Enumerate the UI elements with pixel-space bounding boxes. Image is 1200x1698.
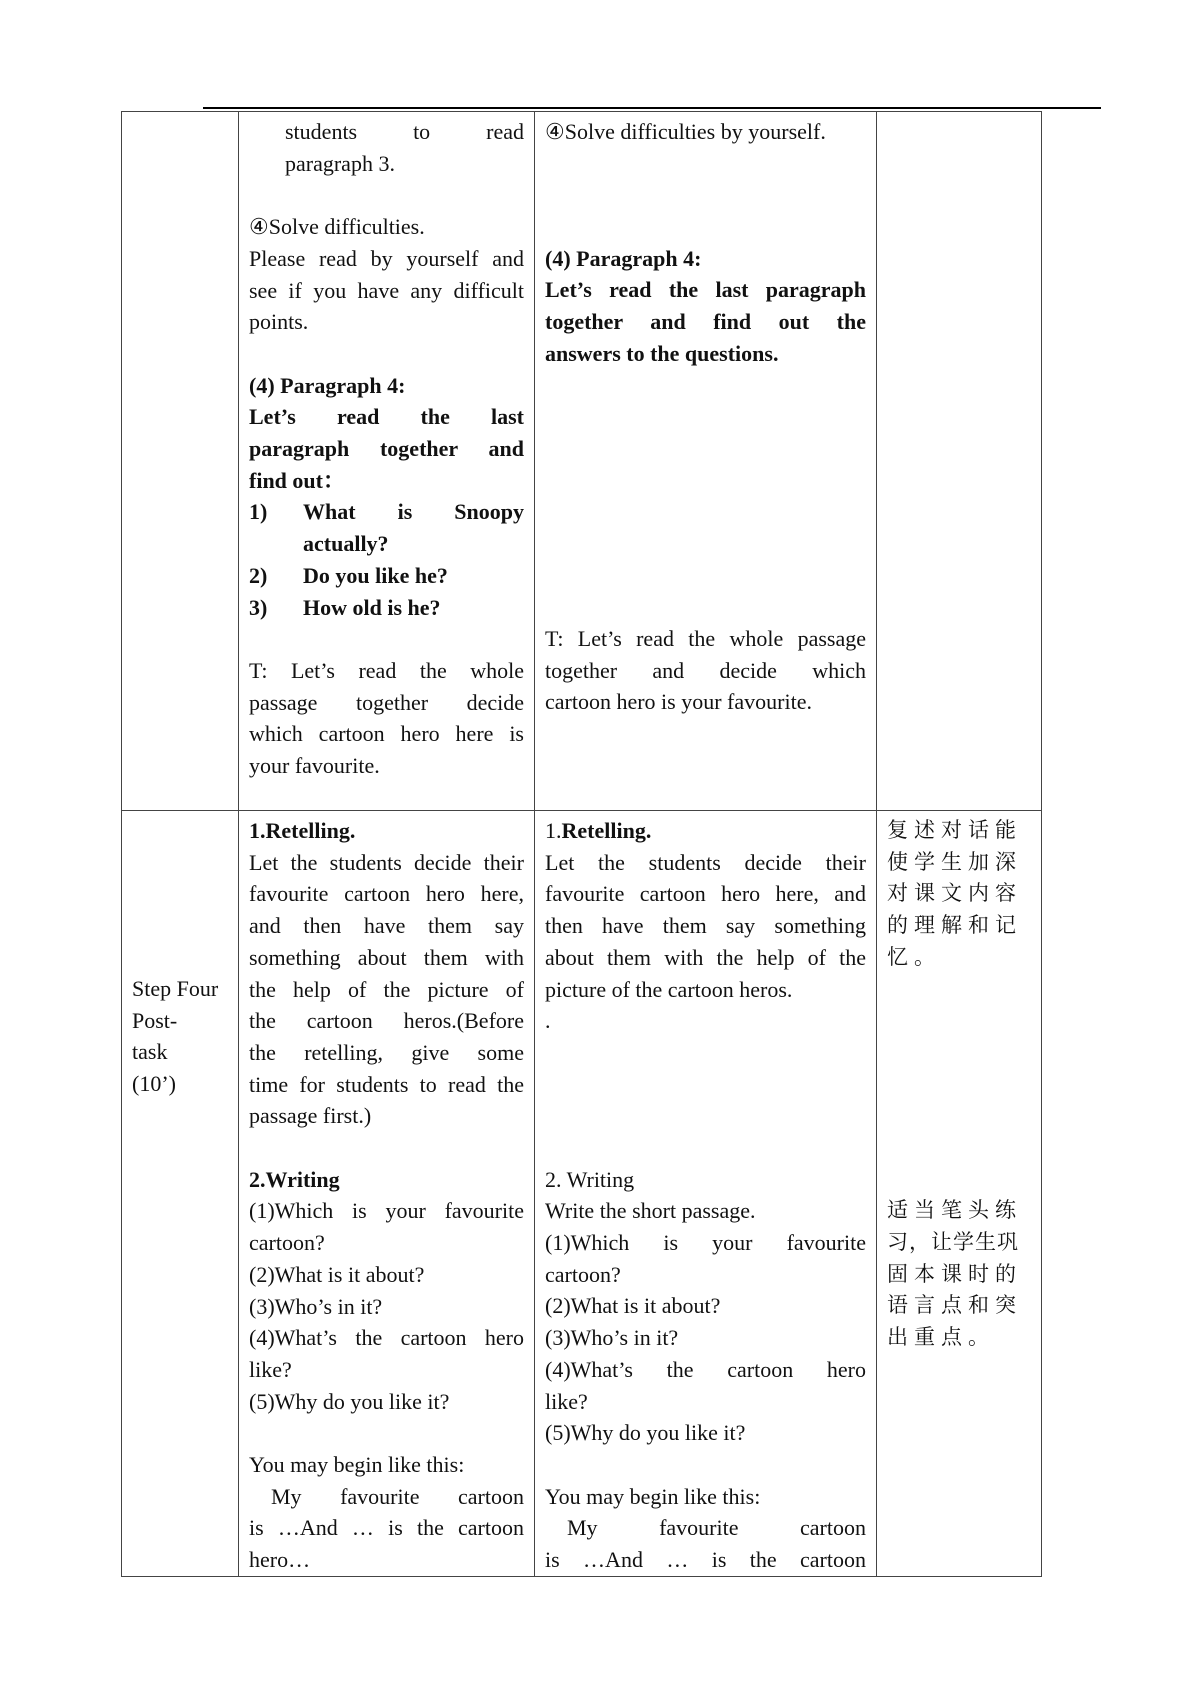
text-line: 忆。 bbox=[887, 944, 941, 969]
text-line: cartoon? bbox=[249, 1230, 325, 1256]
step-cell bbox=[122, 811, 239, 1577]
step-cell bbox=[122, 112, 239, 811]
text-line: My favourite cartoon bbox=[271, 1483, 524, 1509]
text-line: Write the short passage. bbox=[545, 1198, 756, 1224]
text-line: Do you like he? bbox=[303, 562, 448, 588]
text-line: (2)What is it about? bbox=[249, 1261, 425, 1287]
list-item bbox=[249, 560, 524, 592]
text-line: Let the students decide their bbox=[545, 849, 866, 875]
lesson-plan-table bbox=[121, 111, 1042, 1577]
list-number: 2) bbox=[249, 562, 268, 588]
text-line: 使学生加深 bbox=[887, 849, 1022, 874]
section-number: 1. bbox=[545, 818, 562, 843]
student-activity-cell bbox=[535, 112, 877, 811]
text-line: Let’s read the last bbox=[249, 404, 524, 430]
list-item bbox=[249, 592, 524, 624]
purpose-cell bbox=[877, 112, 1042, 811]
teacher-activity-cell bbox=[239, 811, 535, 1577]
text-line: Please read by yourself and bbox=[249, 245, 524, 271]
text-line: points. bbox=[249, 309, 309, 335]
text-line: together and decide which bbox=[545, 657, 866, 683]
text-line: like? bbox=[249, 1356, 292, 1382]
step-time: (10’) bbox=[132, 1071, 176, 1097]
step-label: Post- bbox=[132, 1007, 178, 1033]
text-line: actually? bbox=[303, 531, 389, 557]
text-line: (4)What’s the cartoon hero bbox=[545, 1356, 866, 1382]
teacher-activity-cell bbox=[239, 112, 535, 811]
text-line: picture of the cartoon heros. bbox=[545, 976, 793, 1002]
text-line: passage first.) bbox=[249, 1103, 372, 1129]
section-heading: ④Solve difficulties. bbox=[249, 214, 425, 240]
section-heading: 2.Writing bbox=[249, 1166, 340, 1192]
text-line: something about them with bbox=[249, 944, 524, 970]
text-line: What is Snoopy bbox=[303, 499, 524, 525]
section-heading: (4) Paragraph 4: bbox=[249, 372, 406, 398]
text-line: and then have them say bbox=[249, 913, 524, 939]
text-line: cartoon? bbox=[545, 1261, 621, 1287]
text-line: cartoon hero is your favourite. bbox=[545, 689, 812, 715]
list-number: 3) bbox=[249, 594, 268, 620]
text-line: paragraph together and bbox=[249, 436, 524, 461]
text-line: is …And … is the cartoon bbox=[545, 1547, 866, 1573]
text-line: (5)Why do you like it? bbox=[545, 1420, 746, 1446]
text-line: (1)Which is your favourite bbox=[545, 1230, 866, 1256]
section-heading: 2. Writing bbox=[545, 1166, 635, 1192]
text-line: paragraph 3. bbox=[285, 150, 395, 176]
step-label: Step Four bbox=[132, 976, 219, 1001]
text-line: the cartoon heros.(Before bbox=[249, 1008, 524, 1034]
text-line: is …And … is the cartoon bbox=[249, 1515, 524, 1541]
text-line: about them with the help of the bbox=[545, 944, 866, 970]
text-line: (1)Which is your favourite bbox=[249, 1198, 524, 1224]
text-line: (3)Who’s in it? bbox=[545, 1325, 679, 1351]
text-line: time for students to read the bbox=[249, 1071, 524, 1097]
text-line: Let the students decide their bbox=[249, 849, 524, 875]
text-line: hero… bbox=[249, 1547, 311, 1573]
text-line: T: Let’s read the whole passage bbox=[545, 626, 866, 652]
text-line: favourite cartoon hero here, bbox=[249, 881, 524, 907]
text-line: Let’s read the last paragraph bbox=[545, 277, 866, 303]
text-line: students to read bbox=[285, 119, 524, 144]
text-line: 适当笔头练 bbox=[887, 1198, 1022, 1223]
text-line: You may begin like this: bbox=[545, 1483, 761, 1509]
text-line: 语言点和突 bbox=[887, 1293, 1022, 1318]
text-line: 习，让学生巩 bbox=[887, 1230, 1019, 1255]
section-title: Retelling. bbox=[561, 818, 652, 843]
text-line: then have them say something bbox=[545, 913, 866, 939]
section-heading: (4) Paragraph 4: bbox=[545, 245, 702, 271]
table-row bbox=[122, 112, 1042, 811]
text-line: (3)Who’s in it? bbox=[249, 1293, 383, 1319]
student-activity-cell bbox=[535, 811, 877, 1577]
text-line: see if you have any difficult bbox=[249, 277, 524, 303]
text-line: answers to the questions. bbox=[545, 340, 779, 366]
text-line: the retelling, give some bbox=[249, 1039, 524, 1065]
text-line: How old is he? bbox=[303, 594, 441, 620]
text-line: which cartoon hero here is bbox=[249, 721, 524, 747]
text-line: together and find out the bbox=[545, 309, 866, 335]
text-line: 出重点。 bbox=[887, 1325, 995, 1350]
text-line: like? bbox=[545, 1388, 588, 1414]
text-line: (4)What’s the cartoon hero bbox=[249, 1325, 524, 1351]
text-line: You may begin like this: bbox=[249, 1452, 465, 1478]
list-item bbox=[249, 496, 524, 559]
top-rule bbox=[203, 107, 1101, 109]
text-line: ④Solve difficulties by yourself. bbox=[545, 119, 826, 144]
text-line: 对课文内容 bbox=[887, 881, 1022, 906]
step-label: task bbox=[132, 1039, 168, 1065]
purpose-cell bbox=[877, 811, 1042, 1577]
text-line: . bbox=[545, 1008, 551, 1034]
text-line: your favourite. bbox=[249, 753, 380, 779]
text-line: My favourite cartoon bbox=[567, 1515, 866, 1541]
text-line: T: Let’s read the whole bbox=[249, 657, 524, 683]
text-line: the help of the picture of bbox=[249, 976, 524, 1002]
text-line: (2)What is it about? bbox=[545, 1293, 721, 1319]
section-heading: 1.Retelling. bbox=[249, 818, 356, 843]
text-line: favourite cartoon hero here, and bbox=[545, 881, 866, 907]
list-number: 1) bbox=[249, 499, 268, 525]
text-line: 固本课时的 bbox=[887, 1261, 1022, 1286]
section-heading bbox=[545, 815, 866, 847]
table-row bbox=[122, 811, 1042, 1577]
text-line: find out： bbox=[249, 467, 345, 493]
text-line: (5)Why do you like it? bbox=[249, 1388, 450, 1414]
text-line: 复述对话能 bbox=[887, 818, 1022, 842]
text-line: passage together decide bbox=[249, 689, 524, 715]
text-line: 的理解和记 bbox=[887, 913, 1022, 938]
